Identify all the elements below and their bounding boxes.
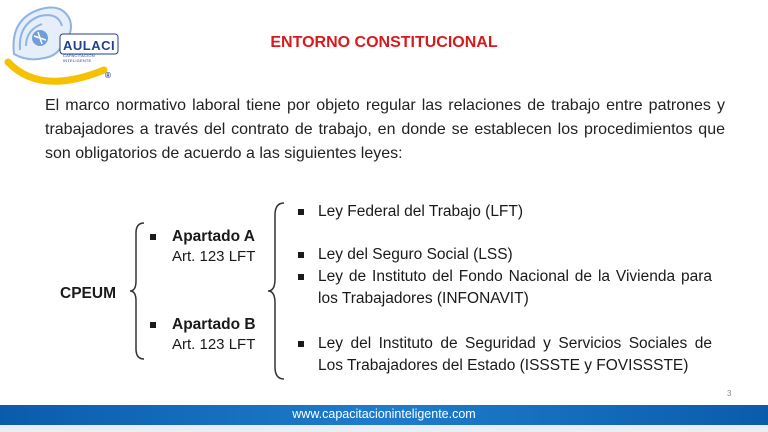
page-number: 3 <box>727 389 732 398</box>
right-brace <box>266 201 286 381</box>
intro-paragraph: El marco normativo laboral tiene por objeto regular las relaciones de trabajo entre patrones y trabajadores a través del contrato de trabajo, en donde se establecen los procedimientos que son obligatorios de acuerdo a las siguientes leyes: <box>45 97 725 162</box>
law-lss: Ley del Seguro Social (LSS) <box>318 246 513 263</box>
law-lft: Ley Federal del Trabajo (LFT) <box>318 203 524 220</box>
apartado-b-label: Apartado B <box>172 316 256 333</box>
logo-name: AULACI <box>63 38 116 53</box>
square-bullet-icon <box>298 209 304 215</box>
apartado-a-label: Apartado A <box>172 228 255 245</box>
square-bullet-icon <box>298 252 304 258</box>
square-bullet-icon <box>298 341 304 347</box>
law-infonavit: Ley de Instituto del Fondo Nacional de la Vivienda para los Trabajadores (INFONAVIT) <box>318 268 712 307</box>
law-item <box>298 266 712 310</box>
square-bullet-icon <box>298 274 304 280</box>
cpeum-label: CPEUM <box>60 285 116 302</box>
law-item <box>298 333 712 377</box>
law-item <box>298 201 712 223</box>
apartado-b-ref: Art. 123 LFT <box>172 336 256 353</box>
law-issste: Ley del Instituto de Seguridad y Servicios Sociales de Los Trabajadores del Estado (ISSSTE y FOVISSSTE) <box>318 335 712 374</box>
logo-tagline: CAPACITACIÓN INTELIGENTE <box>63 53 95 63</box>
square-bullet-icon <box>150 234 156 240</box>
apartado-a-ref: Art. 123 LFT <box>172 248 256 265</box>
footer-url[interactable]: www.capacitacioninteligente.com <box>292 407 476 421</box>
square-bullet-icon <box>150 322 156 328</box>
law-item <box>298 244 712 266</box>
left-brace <box>128 221 146 361</box>
registered-mark: ® <box>105 71 111 80</box>
slide-title: ENTORNO CONSTITUCIONAL <box>270 34 498 51</box>
